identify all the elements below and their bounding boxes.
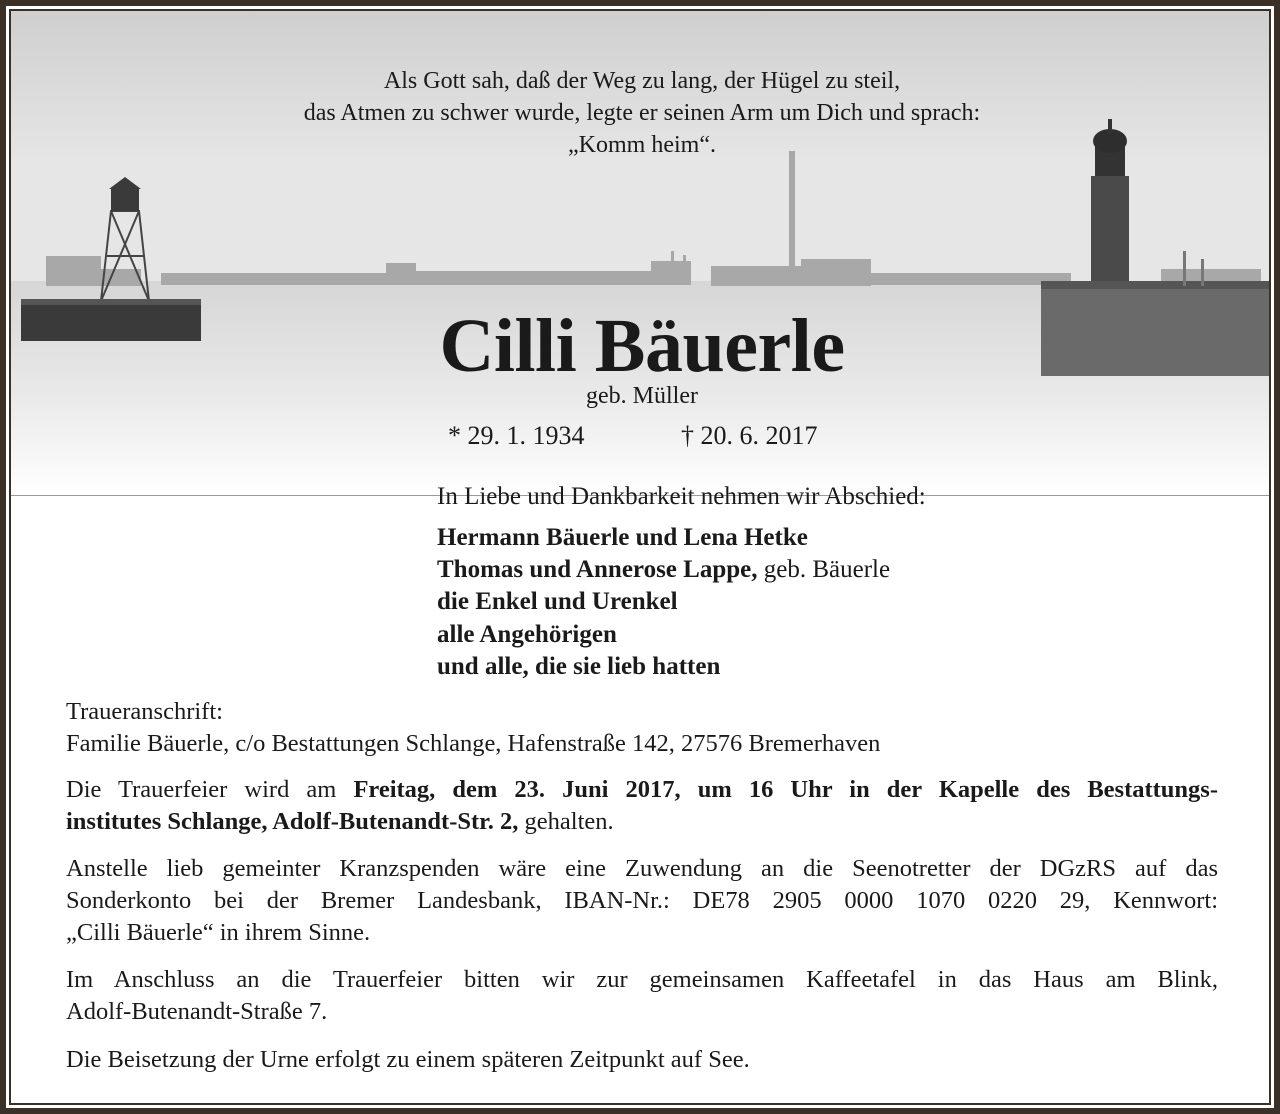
address-label: Traueranschrift: <box>66 698 223 725</box>
mourner-name: und alle, die sie lieb hatten <box>437 653 721 680</box>
coffee-block <box>66 964 1218 1028</box>
donation-line-1: Anstelle lieb gemeinter Kranzspenden wäre eine Zuwendung an die Seenotretter der DGzRS auf das <box>66 855 1218 882</box>
coffee-line-1: Im Anschluss an die Trauerfeier bitten wir zur gemeinsamen Kaffeetafel in das Haus am Blink, <box>66 966 1218 993</box>
mourner-4 <box>437 619 617 651</box>
deceased-name: Cilli Bäuerle <box>439 304 845 388</box>
death-date: † 20. 6. 2017 <box>681 421 818 450</box>
quote-line-3: „Komm heim“. <box>568 132 716 158</box>
notice-card <box>9 9 1271 1105</box>
quote-line-1: Als Gott sah, daß der Weg zu lang, der Hügel zu steil, <box>383 68 901 94</box>
mourner-name: alle Angehörigen <box>437 621 617 648</box>
address-block <box>66 696 1218 760</box>
ceremony-place: institutes Schlange, Adolf-Butenandt-Str. 2, <box>66 808 519 835</box>
burial-text: Die Beisetzung der Urne erfolgt zu einem späteren Zeitpunkt auf See. <box>66 1046 750 1073</box>
ceremony-date-place: Freitag, dem 23. Juni 2017, um 16 Uhr in der Kapelle des Bestattungs- <box>353 776 1218 803</box>
birth-name: geb. Müller <box>586 383 698 409</box>
quote-line-2: das Atmen zu schwer wurde, legte er seinen Arm um Dich und sprach: <box>303 100 981 126</box>
birth-date: * 29. 1. 1934 <box>448 421 585 450</box>
ceremony-post: gehalten. <box>518 808 614 835</box>
mourner-2 <box>437 554 890 586</box>
burial-block <box>66 1044 1218 1076</box>
address-text: Familie Bäuerle, c/o Bestattungen Schlange, Hafenstraße 142, 27576 Bremerhaven <box>66 730 881 757</box>
ceremony-block <box>66 774 1218 838</box>
farewell-intro: In Liebe und Dankbarkeit nehmen wir Abschied: <box>437 483 926 510</box>
ceremony-line-2 <box>66 806 1218 838</box>
mourner-name: die Enkel und Urenkel <box>437 588 678 615</box>
mourner-1 <box>437 522 808 554</box>
ceremony-pre: Die Trauerfeier wird am <box>66 776 354 803</box>
mourner-5 <box>437 651 720 683</box>
coffee-line-2: Adolf-Butenandt-Straße 7. <box>66 998 328 1025</box>
donation-block <box>66 853 1218 949</box>
mourner-3 <box>437 586 678 618</box>
ceremony-line-1 <box>66 774 1218 806</box>
donation-line-2: Sonderkonto bei der Bremer Landesbank, IBAN-Nr.: DE78 2905 0000 1070 0220 29, Kennwort: <box>66 887 1218 914</box>
mourner-suffix: geb. Bäuerle <box>757 556 891 583</box>
mourner-name: Thomas und Annerose Lappe, <box>437 556 758 583</box>
donation-line-3: „Cilli Bäuerle“ in ihrem Sinne. <box>66 919 371 946</box>
mourner-name: Hermann Bäuerle und Lena Hetke <box>437 524 808 551</box>
